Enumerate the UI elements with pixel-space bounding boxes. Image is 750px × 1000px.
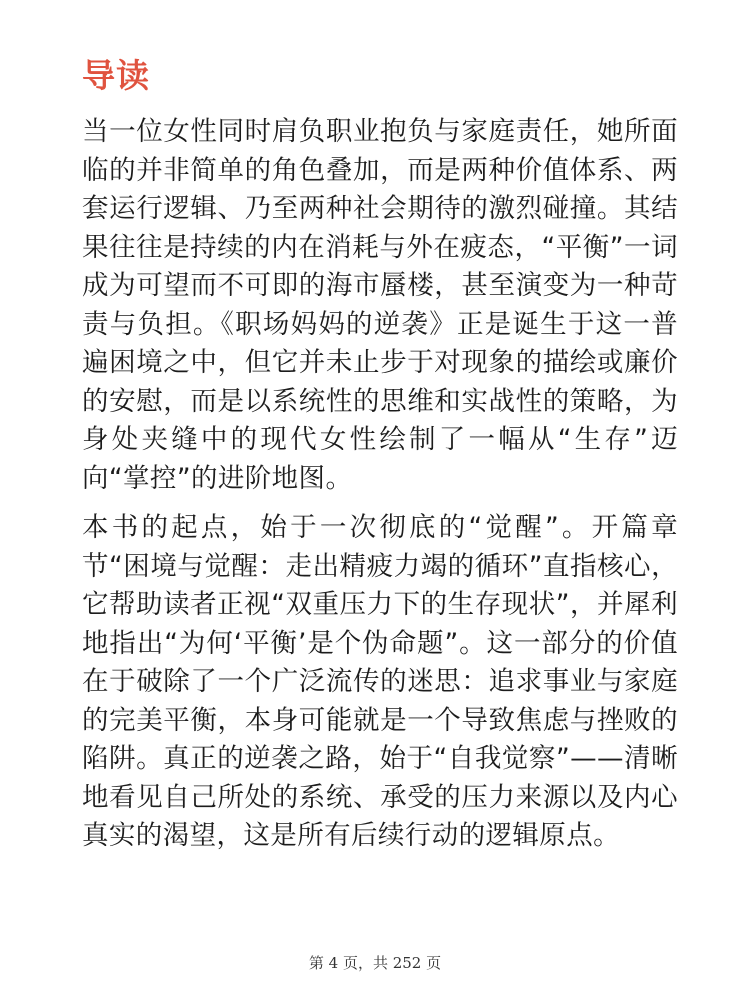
paragraph: 本书的起点，始于一次彻底的“觉醒”。开篇章节“困境与觉醒：走出精疲力竭的循环”直指核心，它帮助读者正视“双重压力下的生存现状”，并犀利地指出“为何‘平衡’是个伪命题”。这一部分的价值在于破除了一个广泛流传的迷思：追求事业与家庭的完美平衡，本身可能就是一个导致焦虑与挫败的陷阱。真正的逆袭之路，始于“自我觉察”——清晰地看见自己所处的系统、承受的压力来源以及内心真实的渴望，这是所有后续行动的逻辑原点。 xyxy=(82,512,678,851)
paragraph: 当一位女性同时肩负职业抱负与家庭责任，她所面临的并非简单的角色叠加，而是两种价值体系、两套运行逻辑、乃至两种社会期待的激烈碰撞。其结果往往是持续的内在消耗与外在疲态，“平衡”一词成为可望而不可即的海市蜃楼，甚至演变为一种苛责与负担。《职场妈妈的逆袭》正是诞生于这一普遍困境之中，但它并未止步于对现象的描绘或廉价的安慰，而是以系统性的思维和实战性的策略，为身处夹缝中的现代女性绘制了一幅从“生存”迈向“掌控”的进阶地图。 xyxy=(82,116,678,494)
body-text xyxy=(82,113,678,856)
section-title: 导读 xyxy=(82,56,150,95)
page-number-footer: 第 4 页，共 252 页 xyxy=(308,954,442,972)
